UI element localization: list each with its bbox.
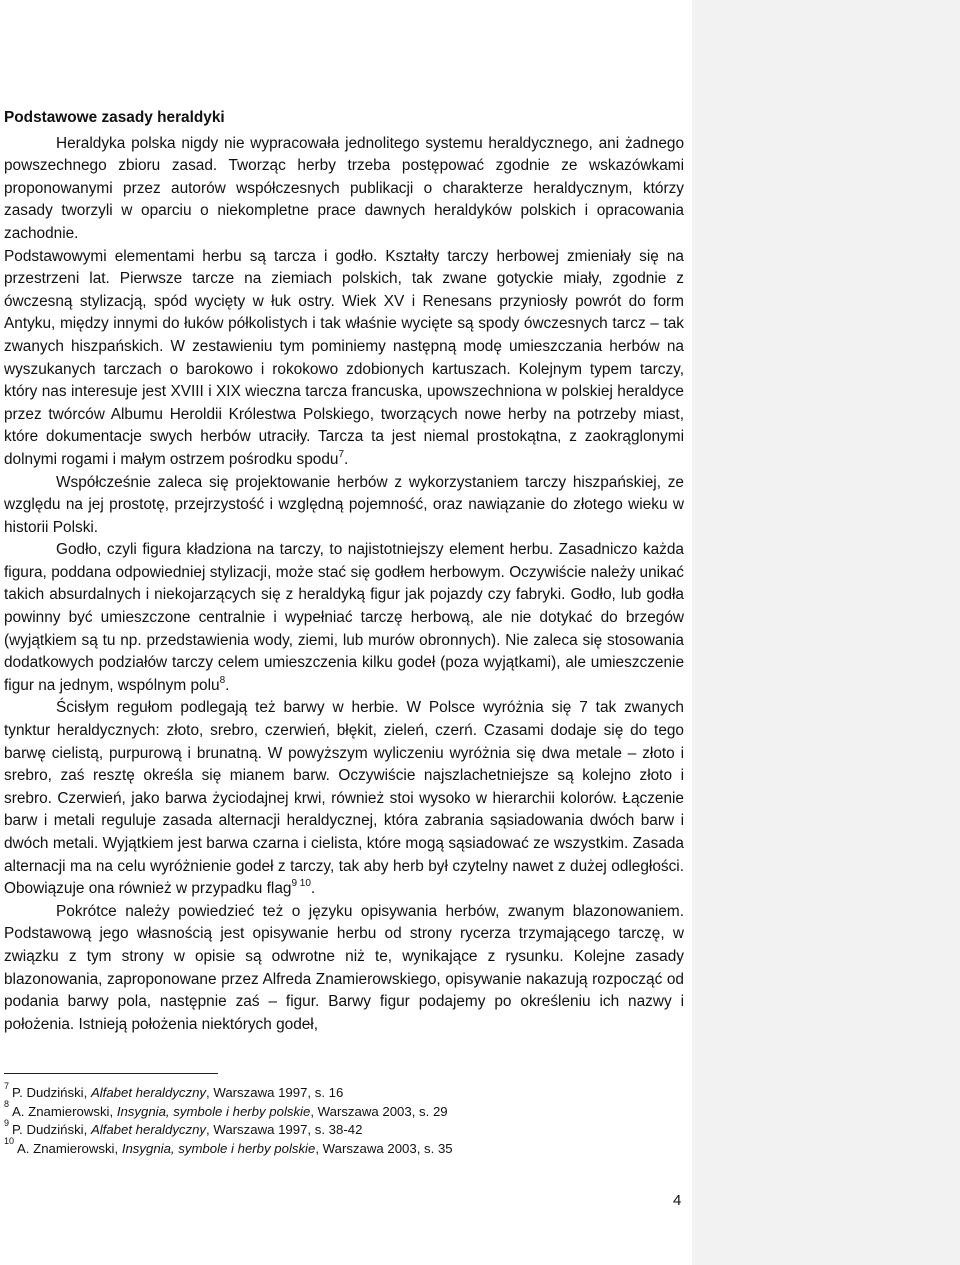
paragraph-text: . (225, 676, 230, 694)
paragraph (4, 539, 684, 697)
footnote-title: Insygnia, symbole i herby polskie (116, 1103, 311, 1119)
footnote-details: , Warszawa 1997, s. 38-42 (206, 1122, 363, 1138)
paragraph (4, 697, 684, 900)
paragraph-text: Ścisłym regułom podlegają też barwy w herbie. W Polsce wyróżnia się 7 tak zwanych tynktur heraldycznych: złoto, srebro, czerwień, błękit, zieleń, czerń. Czasami dodaje się do tego barwę cielistą, purpurową i brunatną. W powyższym wyliczeniu wyróżnia się dwa metale – złoto i srebro, zaś resztę określa się mianem barw. Oczywiście najszlachetniejsze są kolejno złoto i srebro. Czerwień, jako barwa życiodajnej krwi, również stoi wysoko w hierarchii kolorów. Łączenie barw i metali reguluje zasada alternacji heraldycznej, która zabrania sąsiadowania dwóch barw i dwóch metali. Wyjątkiem jest barwa czarna i cielista, które mogą sąsiadować ze wszystkim. Zasada alternacji ma na celu wyróżnienie godeł z tarczy, tak aby herb był czytelny nawet z dużej odległości. Obowiązuje ona również w przypadku flag (4, 699, 684, 898)
footnote (4, 1099, 684, 1122)
footnote-reference: 9 10 (291, 878, 311, 890)
paragraph-text: Godło, czyli figura kładziona na tarczy, to najistotniejszy element herbu. Zasadniczo każda figura, poddana odpowiedniej stylizacji, może stać się godłem herbowym. Oczywiście należy unikać takich absurdalnych i niekojarzących się z heraldyką figur jak pojazdy czy fabryki. Godło, lub godła powinny być umieszczone centralnie i wypełniać tarczę herbową, ale nie dotykać do brzegów (wyjątkiem są tu np. przedstawienia wody, ziemi, lub murów obronnych). Nie zaleca się stosowania dodatkowych podziałów tarczy celem umieszczenia kilku godeł (poza wyjątkami), ale umieszczenie figur na jednym, wspólnym polu (4, 541, 684, 694)
footnote-author: A. Znamierowski, (12, 1103, 117, 1119)
footnote-reference: 7 (338, 448, 345, 460)
paragraph (4, 901, 684, 1037)
paragraph-text: Podstawowymi elementami herbu są tarcza i godło. Kształty tarczy herbowej zmieniały się na przestrzeni lat. Pierwsze tarcze na ziemiach polskich, tak zwane gotyckie miały, zgodnie z ówczesną stylizacją, spód wycięty w łuk ostry. Wiek XV i Renesans przyniosły powrót do form Antyku, między innymi do łuków półkolistych i tak właśnie wycięte są spody ówczesnych tarcz – tak zwanych hiszpańskich. W zestawieniu tym pominiemy następną modę umieszczania herbów na wyszukanych tarczach o barokowo i rokokowo zdobionych kartuszach. Kolejnym typem tarczy, który nas interesuje jest XVIII i XIX wieczna tarcza francuska, upowszechniona w polskiej heraldyce przez twórców Albumu Heroldii Królestwa Polskiego, tworzących nowe herby na potrzeby miast, które dokumentacje swych herbów utraciły. Tarcza ta jest niemal prostokątna, z zaokrąglonymi dolnymi rogami i małym ostrzem pośrodku spodu (4, 247, 684, 468)
paragraph-text: Współcześnie zaleca się projektowanie herbów z wykorzystaniem tarczy hiszpańskiej, ze względu na jej prostotę, przejrzystość i względną pojemność, oraz nawiązanie do złotego wieku w historii Polski. (4, 473, 684, 536)
paragraph-text: Heraldyka polska nigdy nie wypracowała jednolitego systemu heraldycznego, ani żadnego powszechnego zbioru zasad. Tworząc herby trzeba postępować zgodnie ze wskazówkami proponowanymi przez autorów współczesnych publikacji o charakterze heraldycznym, którzy zasady tworzyli w oparciu o niekompletne prace dawnych heraldyków polskich i opracowania zachodnie. (4, 134, 684, 242)
document-body (4, 107, 684, 1036)
side-panel (692, 0, 960, 1265)
footnote-title: Alfabet heraldyczny (90, 1085, 207, 1100)
footnote-title: Alfabet heraldyczny (90, 1122, 207, 1138)
footnote-reference: 8 (219, 674, 226, 686)
paragraph (4, 133, 684, 246)
footnote-number: 7 (4, 1080, 10, 1091)
footnote-author: A. Znamierowski, (17, 1140, 122, 1156)
footnote-number: 8 (4, 1099, 10, 1110)
footnote-author: P. Dudziński, (12, 1085, 91, 1100)
paragraph-container (4, 133, 684, 1037)
paragraph (4, 246, 684, 472)
paragraph-text: . (310, 880, 316, 898)
footnote-list (4, 1080, 684, 1158)
paragraph-text: Pokrótce należy powiedzieć też o języku opisywania herbów, zwanym blazonowaniem. Podstawową jego własnością jest opisywanie herbu od strony rycerza trzymającego tarczę, w związku z tym strony w opisie są odwrotne niż te, wynikające z rysunku. Kolejne zasady blazonowania, zaproponowane przez Alfreda Znamierowskiego, opisywanie nakazują rozpocząć od podania barwy pola, następnie zaś – figur. Barwy figur podajemy po określeniu ich nazwy i położenia. Istnieją położenia niektórych godeł, (4, 902, 684, 1033)
footnote (4, 1117, 684, 1140)
footnote-details: , Warszawa 2003, s. 35 (315, 1140, 453, 1156)
footnote-author: P. Dudziński, (12, 1122, 91, 1138)
footnote-title: Insygnia, symbole i herby polskie (121, 1140, 316, 1156)
section-heading: Podstawowe zasady heraldyki (4, 109, 225, 126)
paragraph (4, 472, 684, 540)
footnote-number: 10 (4, 1136, 15, 1147)
footnote-details: , Warszawa 2003, s. 29 (310, 1103, 448, 1119)
paragraph-text: . (344, 450, 349, 468)
footnote-number: 9 (4, 1117, 10, 1128)
footnote-details: , Warszawa 1997, s. 16 (206, 1085, 344, 1100)
footnote (4, 1136, 684, 1159)
footnote-separator (4, 1073, 218, 1074)
footnotes (4, 1073, 684, 1158)
page-number: 4 (673, 1192, 682, 1209)
footnote (4, 1080, 684, 1103)
